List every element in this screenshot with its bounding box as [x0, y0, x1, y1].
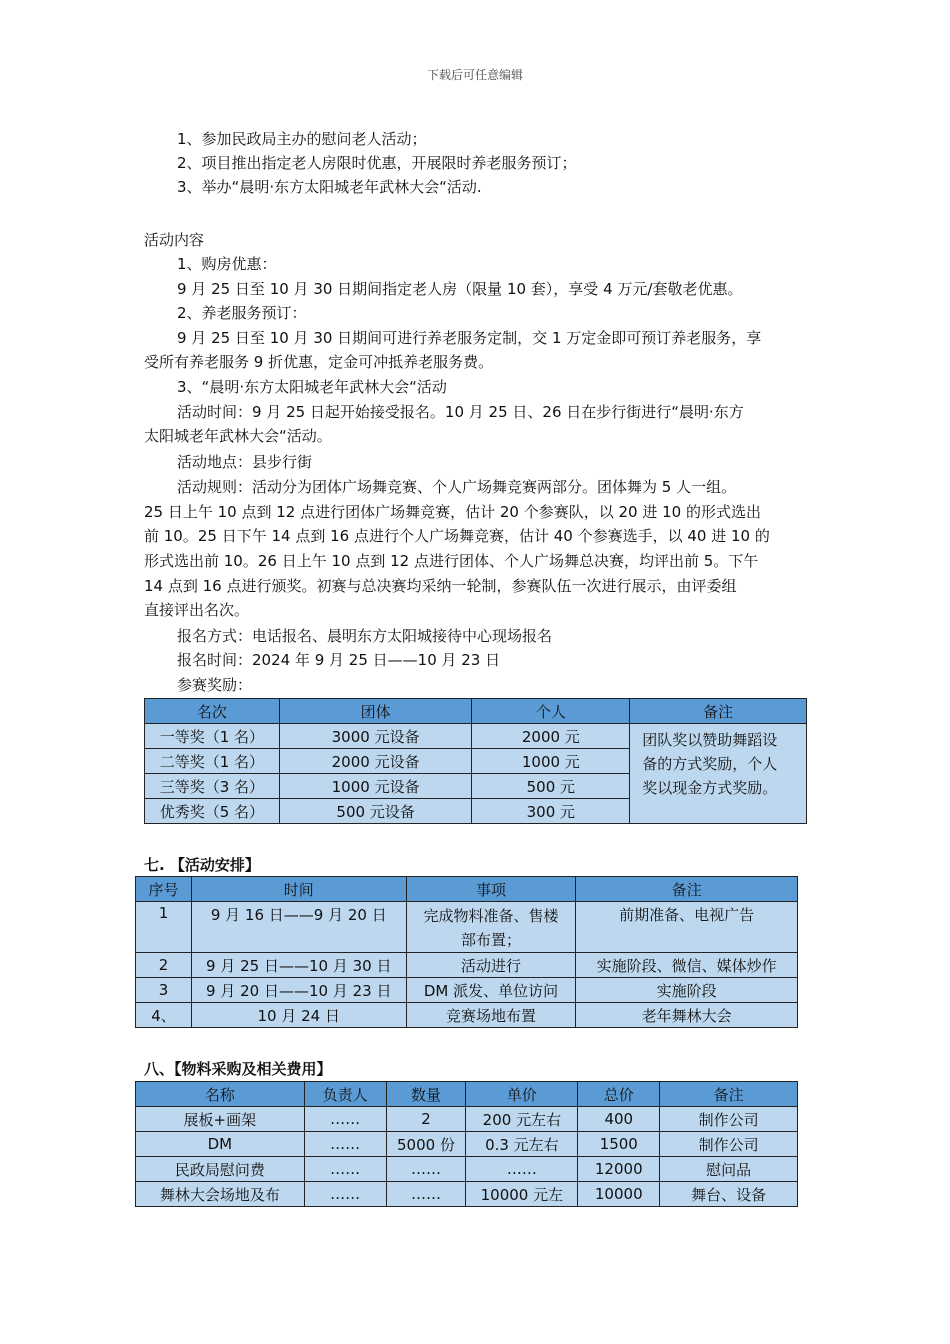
costs-title: 八、【物料采购及相关费用】 [144, 1060, 332, 1078]
content-title: 活动内容 [144, 231, 205, 249]
activity-rules: 形式选出前 10。26 日上午 10 点到 12 点进行团体、个人广场舞总决赛，均评出前 5。下午 [144, 552, 759, 570]
item1-title: 1、购房优惠： [177, 255, 277, 273]
award-note-line: 备的方式奖励，个人 [642, 755, 778, 773]
table-row [145, 724, 807, 749]
awards-table [144, 698, 807, 824]
awards-title: 参赛奖励： [177, 676, 253, 694]
award-team: 500 元设备 [279, 799, 472, 824]
table-row [136, 1132, 798, 1157]
header-cell: 个人 [472, 699, 630, 724]
header-cell: 负责人 [304, 1082, 386, 1107]
schedule-time: 10 月 24 日 [191, 1003, 406, 1028]
cost-quantity: …… [386, 1157, 466, 1182]
award-team: 3000 元设备 [279, 724, 472, 749]
header-cell: 序号 [136, 877, 192, 902]
cost-owner: …… [304, 1157, 386, 1182]
schedule-table [135, 876, 798, 1028]
cost-note: 慰问品 [660, 1157, 798, 1182]
activity-location: 活动地点：县步行街 [177, 453, 313, 471]
cost-item: DM [136, 1132, 305, 1157]
table-header-row [145, 699, 807, 724]
cost-total: 12000 [578, 1157, 660, 1182]
cost-quantity: 5000 份 [386, 1132, 466, 1157]
cost-item: 展板+画架 [136, 1107, 305, 1132]
award-rank: 一等奖（1 名） [145, 724, 280, 749]
item2-title: 2、养老服务预订： [177, 304, 307, 322]
activity-rules: 活动规则：活动分为团体广场舞竞赛、个人广场舞竞赛两部分。团体舞为 5 人一组。 [177, 478, 737, 496]
award-rank: 二等奖（1 名） [145, 749, 280, 774]
cost-unit-price: 200 元左右 [466, 1107, 578, 1132]
schedule-note: 老年舞林大会 [576, 1003, 798, 1028]
table-row [136, 1003, 798, 1028]
table-header-row [136, 1082, 798, 1107]
activity-rules: 14 点到 16 点进行颁奖。初赛与总决赛均采纳一轮制，参赛队伍一次进行展示，由评委组 [144, 577, 737, 595]
header-cell: 时间 [191, 877, 406, 902]
activity-time: 活动时间：9 月 25 日起开始接受报名。10 月 25 日、26 日在步行街进行“晨明·东方 [177, 403, 744, 421]
item1-text: 9 月 25 日至 10 月 30 日期间指定老人房（限量 10 套），享受 4 万元/套敬老优惠。 [177, 280, 743, 298]
cost-unit-price: …… [466, 1157, 578, 1182]
signup-method: 报名方式：电话报名、晨明东方太阳城接待中心现场报名 [177, 627, 553, 645]
header-cell: 团体 [279, 699, 472, 724]
activity-rules: 前 10。25 日下午 14 点到 16 点进行个人广场舞竞赛，估计 40 个参赛选手，以 40 进 10 的 [144, 527, 770, 545]
item2-text: 受所有养老服务 9 折优惠，定金可冲抵养老服务费。 [144, 353, 494, 371]
header-cell: 备注 [630, 699, 807, 724]
activity-rules: 25 日上午 10 点到 12 点进行团体广场舞竞赛，估计 20 个参赛队，以 20 进 10 的形式选出 [144, 503, 761, 521]
header-note: 下载后可任意编辑 [426, 68, 523, 82]
schedule-index: 2 [136, 953, 192, 978]
cost-quantity: …… [386, 1182, 466, 1207]
award-note-line: 奖以现金方式奖励。 [642, 779, 778, 797]
header-cell: 备注 [660, 1082, 798, 1107]
award-individual: 300 元 [472, 799, 630, 824]
item2-text: 9 月 25 日至 10 月 30 日期间可进行养老服务定制，交 1 万定金即可预订养老服务，享 [177, 329, 762, 347]
award-individual: 2000 元 [472, 724, 630, 749]
header-cell: 名称 [136, 1082, 305, 1107]
intro-item: 2、项目推出指定老人房限时优惠，开展限时养老服务预订； [177, 154, 577, 172]
table-row [136, 1157, 798, 1182]
cost-note: 制作公司 [660, 1132, 798, 1157]
header-cell: 总价 [578, 1082, 660, 1107]
award-rank: 优秀奖（5 名） [145, 799, 280, 824]
intro-item: 1、参加民政局主办的慰问老人活动； [177, 130, 427, 148]
header-cell: 事项 [406, 877, 576, 902]
award-team: 2000 元设备 [279, 749, 472, 774]
schedule-note: 实施阶段、微信、媒体炒作 [576, 953, 798, 978]
schedule-time: 9 月 25 日——10 月 30 日 [191, 953, 406, 978]
cost-unit-price: 0.3 元左右 [466, 1132, 578, 1157]
header-cell: 数量 [386, 1082, 466, 1107]
cost-owner: …… [304, 1182, 386, 1207]
signup-time: 报名时间：2024 年 9 月 25 日——10 月 23 日 [177, 651, 501, 669]
schedule-index: 4、 [136, 1003, 192, 1028]
cost-owner: …… [304, 1107, 386, 1132]
schedule-title: 七. 【活动安排】 [144, 856, 260, 874]
cost-item: 舞林大会场地及布 [136, 1182, 305, 1207]
schedule-time: 9 月 16 日——9 月 20 日 [191, 902, 406, 953]
award-individual: 1000 元 [472, 749, 630, 774]
schedule-task: 活动进行 [406, 953, 576, 978]
activity-time: 太阳城老年武林大会“活动。 [144, 427, 332, 445]
award-rank: 三等奖（3 名） [145, 774, 280, 799]
table-row [136, 1107, 798, 1132]
cost-item: 民政局慰问费 [136, 1157, 305, 1182]
award-note [630, 724, 807, 824]
schedule-index: 1 [136, 902, 192, 953]
costs-table [135, 1081, 798, 1207]
item3-title: 3、“晨明·东方太阳城老年武林大会“活动 [177, 378, 447, 396]
cost-total: 400 [578, 1107, 660, 1132]
table-row [136, 953, 798, 978]
award-team: 1000 元设备 [279, 774, 472, 799]
cost-unit-price: 10000 元左 [466, 1182, 578, 1207]
schedule-task-line: 完成物料准备、售楼 [423, 907, 559, 925]
table-header-row [136, 877, 798, 902]
schedule-note: 前期准备、电视广告 [576, 902, 798, 953]
table-row [136, 978, 798, 1003]
schedule-index: 3 [136, 978, 192, 1003]
schedule-task [406, 902, 576, 953]
table-row [136, 902, 798, 953]
cost-note: 制作公司 [660, 1107, 798, 1132]
schedule-note: 实施阶段 [576, 978, 798, 1003]
header-cell: 备注 [576, 877, 798, 902]
header-cell: 名次 [145, 699, 280, 724]
award-note-line: 团队奖以赞助舞蹈设 [642, 731, 778, 749]
header-cell: 单价 [466, 1082, 578, 1107]
award-individual: 500 元 [472, 774, 630, 799]
schedule-time: 9 月 20 日——10 月 23 日 [191, 978, 406, 1003]
intro-item: 3、举办“晨明·东方太阳城老年武林大会“活动. [177, 178, 482, 196]
activity-rules: 直接评出名次。 [144, 601, 250, 619]
cost-owner: …… [304, 1132, 386, 1157]
cost-note: 舞台、设备 [660, 1182, 798, 1207]
cost-quantity: 2 [386, 1107, 466, 1132]
schedule-task-line: 部布置； [460, 931, 521, 949]
schedule-task: DM 派发、单位访问 [406, 978, 576, 1003]
cost-total: 10000 [578, 1182, 660, 1207]
cost-total: 1500 [578, 1132, 660, 1157]
table-row [136, 1182, 798, 1207]
schedule-task: 竞赛场地布置 [406, 1003, 576, 1028]
